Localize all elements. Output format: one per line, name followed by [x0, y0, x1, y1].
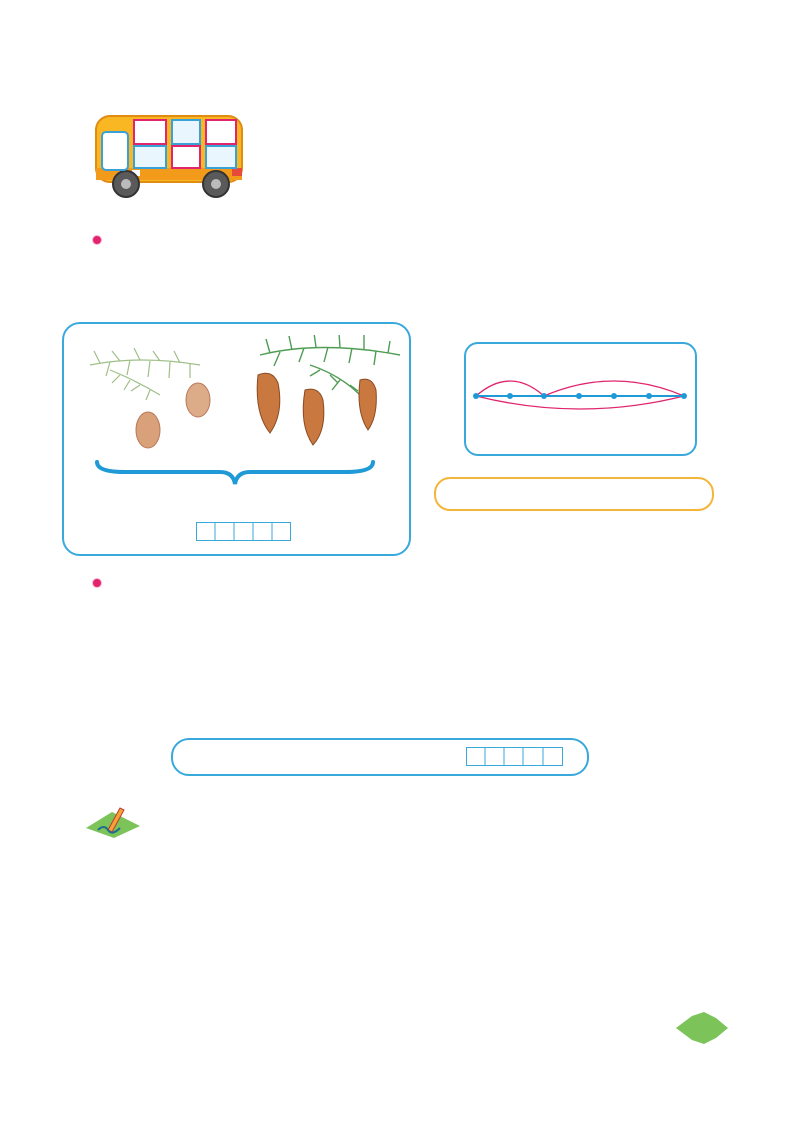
curly-brace-icon	[95, 458, 375, 488]
task7-answer-cells	[196, 522, 292, 542]
pen-writing-icon	[84, 806, 142, 840]
task6-answer-grid	[288, 124, 710, 196]
task7-subtask	[92, 572, 110, 592]
task8-answer-cells	[466, 747, 564, 767]
top-star-border	[0, 60, 800, 74]
task8-answer-panel	[171, 738, 589, 776]
pine-branches-picture	[80, 335, 400, 455]
number-segment-scheme	[470, 370, 690, 420]
bullet-icon	[92, 235, 102, 245]
bus-picture	[92, 110, 247, 202]
task6-subtask	[92, 229, 110, 249]
scheme-callout	[434, 477, 714, 511]
task9-writing-grid	[62, 854, 714, 988]
page-number-badge	[672, 1010, 732, 1046]
bullet-icon	[92, 578, 102, 588]
